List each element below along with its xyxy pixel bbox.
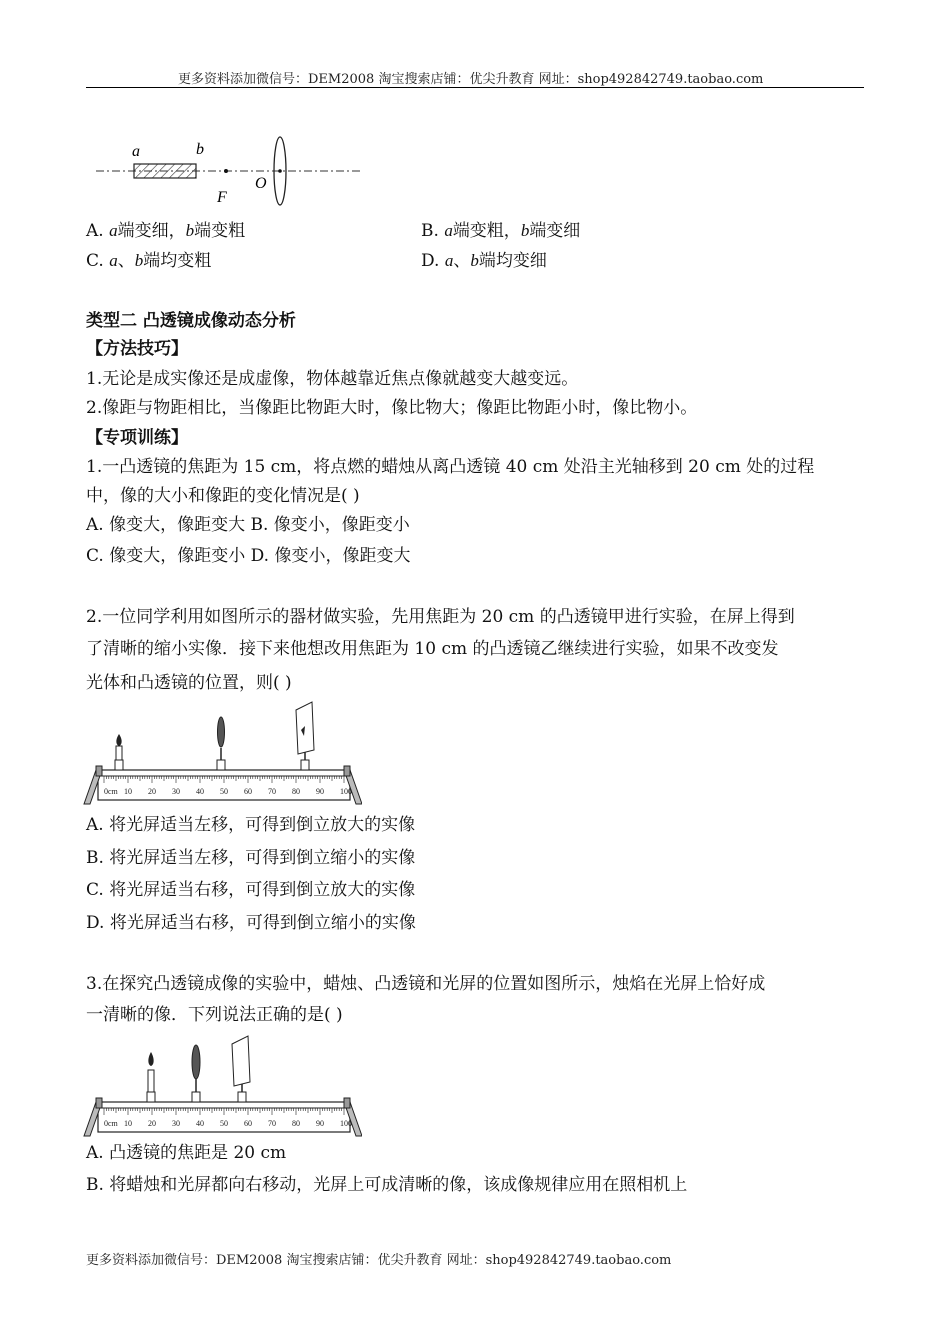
- option-b: B. a端变粗，b端变细: [421, 221, 581, 241]
- method-item-1: 1.无论是成实像还是成虚像，物体越靠近焦点像就越变大越变远。: [86, 369, 579, 389]
- label-F: F: [217, 189, 227, 206]
- lens-rod-figure: [92, 136, 367, 212]
- q3-option-a: A. 凸透镜的焦距是 20 cm: [86, 1143, 287, 1163]
- q2-line3: 光体和凸透镜的位置，则( ): [86, 673, 292, 693]
- q3-line1: 3.在探究凸透镜成像的实验中，蜡烛、凸透镜和光屏的位置如图所示，烛焰在光屏上恰好成: [86, 974, 766, 994]
- option-c: C. a、b端均变粗: [86, 251, 212, 271]
- method-item-2: 2.像距与物距相比，当像距比物距大时，像比物大；像距比物距小时，像比物小。: [86, 398, 698, 418]
- q2-option-d: D. 将光屏适当右移，可得到倒立缩小的实像: [86, 913, 416, 933]
- option-a: A. a端变细，b端变粗: [86, 221, 246, 241]
- scale-label: 60: [244, 787, 252, 796]
- q2-line1: 2.一位同学利用如图所示的器材做实验，先用焦距为 20 cm 的凸透镜甲进行实验，在屏上得到: [86, 607, 795, 627]
- q3-option-b: B. 将蜡烛和光屏都向右移动，光屏上可成清晰的像，该成像规律应用在照相机上: [86, 1175, 688, 1195]
- scale-label: 70: [268, 787, 276, 796]
- scale-label: 40: [196, 787, 204, 796]
- scale-label: 70: [268, 1119, 276, 1128]
- page-header: 更多资料添加微信号：DEM2008 淘宝搜索店铺：优尖升教育 网址：shop492842749.taobao.com: [178, 72, 764, 87]
- q1-line1: 1.一凸透镜的焦距为 15 cm，将点燃的蜡烛从离凸透镜 40 cm 处沿主光轴移到 20 cm 处的过程: [86, 457, 815, 477]
- scale-label: 80: [292, 787, 300, 796]
- optical-bench-figure-1: [82, 700, 362, 806]
- training-heading: 【专项训练】: [86, 428, 188, 448]
- scale-label: 20: [148, 1119, 156, 1128]
- option-d: D. a、b端均变细: [421, 251, 547, 271]
- scale-label: 100: [340, 787, 352, 796]
- label-b: b: [196, 141, 204, 158]
- scale-label: 50: [220, 1119, 228, 1128]
- q3-line2: 一清晰的像．下列说法正确的是( ): [86, 1005, 343, 1025]
- scale-label: 20: [148, 787, 156, 796]
- optical-bench-figure-2: [82, 1032, 362, 1138]
- scale-label: 10: [124, 787, 132, 796]
- scale-label: 30: [172, 1119, 180, 1128]
- q2-line2: 了清晰的缩小实像．接下来他想改用焦距为 10 cm 的凸透镜乙继续进行实验，如果不改变发: [86, 639, 779, 659]
- scale-label: 0cm: [104, 787, 118, 796]
- section-title: 类型二 凸透镜成像动态分析: [86, 311, 296, 331]
- q1-options-row2: C. 像变大，像距变小 D. 像变小，像距变大: [86, 546, 411, 566]
- page-footer: 更多资料添加微信号：DEM2008 淘宝搜索店铺：优尖升教育 网址：shop492842749.taobao.com: [86, 1253, 672, 1268]
- scale-label: 10: [124, 1119, 132, 1128]
- scale-label: 40: [196, 1119, 204, 1128]
- label-O: O: [255, 175, 267, 192]
- scale-label: 50: [220, 787, 228, 796]
- q2-option-c: C. 将光屏适当右移，可得到倒立放大的实像: [86, 880, 416, 900]
- label-a: a: [132, 143, 140, 160]
- scale-label: 90: [316, 1119, 324, 1128]
- q1-options-row1: A. 像变大，像距变大 B. 像变小，像距变小: [86, 515, 410, 535]
- q1-line2: 中，像的大小和像距的变化情况是( ): [86, 486, 360, 506]
- scale-label: 80: [292, 1119, 300, 1128]
- q2-option-b: B. 将光屏适当左移，可得到倒立缩小的实像: [86, 848, 416, 868]
- scale-label: 30: [172, 787, 180, 796]
- method-heading: 【方法技巧】: [86, 339, 188, 359]
- scale-label: 90: [316, 787, 324, 796]
- scale-label: 100: [340, 1119, 352, 1128]
- header-divider: [86, 87, 864, 88]
- scale-label: 60: [244, 1119, 252, 1128]
- q2-option-a: A. 将光屏适当左移，可得到倒立放大的实像: [86, 815, 416, 835]
- scale-label: 0cm: [104, 1119, 118, 1128]
